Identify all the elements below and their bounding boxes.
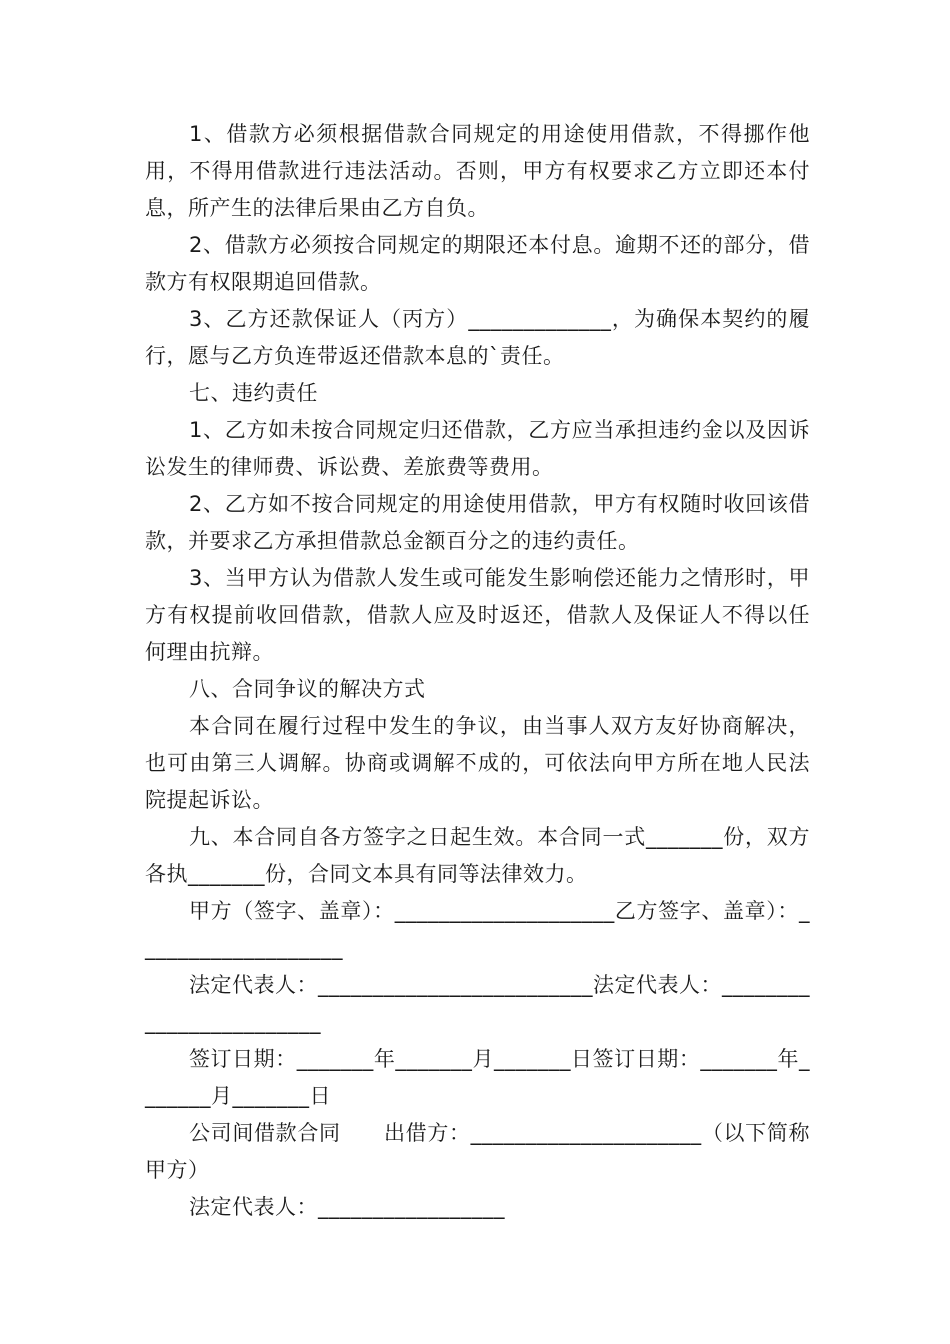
signature-line-date: 签订日期：_______年_______月_______日签订日期：_______年_______月_______日: [145, 1047, 810, 1108]
signature-line-representative: 法定代表人：_________________________法定代表人：________________________: [145, 973, 810, 1034]
signature-line-representative: 法定代表人：_________________: [189, 1195, 505, 1219]
clause-paragraph: 2、乙方如不按合同规定的用途使用借款，甲方有权随时收回该借款，并要求乙方承担借款总金额百分之的违约责任。: [145, 492, 810, 553]
clause-paragraph: 1、乙方如未按合同规定归还借款，乙方应当承担违约金以及因诉讼发生的律师费、诉讼费、差旅费等费用。: [145, 418, 810, 479]
clause-paragraph: 1、借款方必须根据借款合同规定的用途使用借款，不得挪作他用，不得用借款进行违法活动。否则，甲方有权要求乙方立即还本付息，所产生的法律后果由乙方自负。: [145, 122, 810, 220]
signature-line-party-a: 甲方（签字、盖章）：____________________乙方签字、盖章）：___________________: [145, 899, 810, 960]
clause-paragraph: 3、乙方还款保证人（丙方）_____________，为确保本契约的履行，愿与乙方负连带返还借款本息的`责任。: [145, 307, 810, 368]
clause-paragraph: 本合同在履行过程中发生的争议，由当事人双方友好协商解决，也可由第三人调解。协商或调解不成的，可依法向甲方所在地人民法院提起诉讼。: [145, 714, 810, 812]
section-heading: 七、违约责任: [189, 381, 318, 405]
clause-paragraph: 3、当甲方认为借款人发生或可能发生影响偿还能力之情形时，甲方有权提前收回借款，借款人应及时返还，借款人及保证人不得以任何理由抗辩。: [145, 566, 810, 664]
clause-paragraph: 九、本合同自各方签字之日起生效。本合同一式_______份，双方各执_______份，合同文本具有同等法律效力。: [145, 825, 810, 886]
section-heading: 八、合同争议的解决方式: [189, 677, 426, 701]
clause-paragraph: 2、借款方必须按合同规定的期限还本付息。逾期不还的部分，借款方有权限期追回借款。: [145, 233, 810, 294]
contract-body: [145, 116, 810, 1226]
contract-title-lender: 公司间借款合同 出借方：_____________________（以下简称甲方）: [145, 1121, 810, 1182]
